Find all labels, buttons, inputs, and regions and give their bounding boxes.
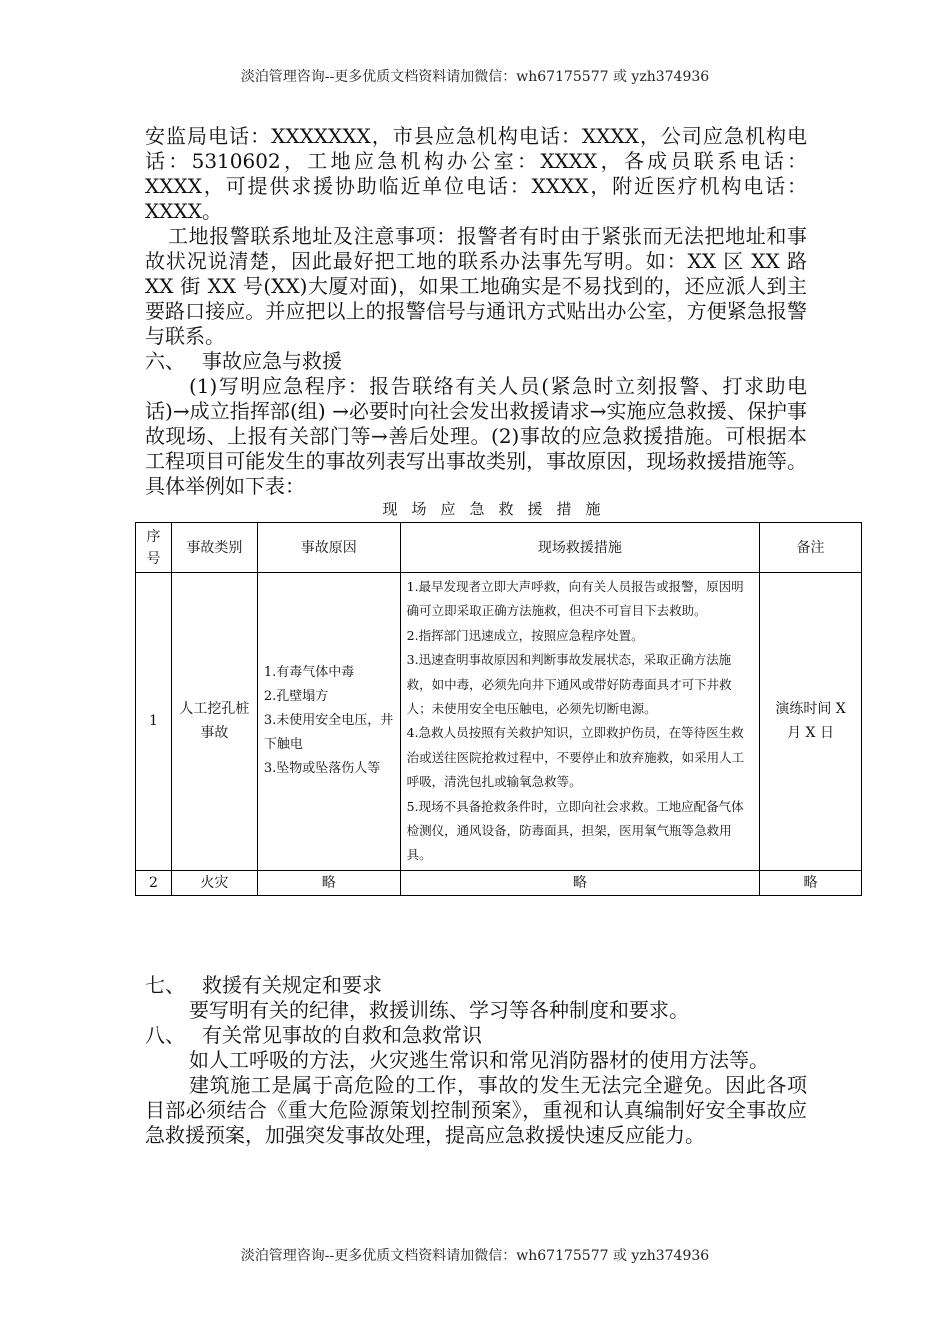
- section-heading-8: [145, 1023, 807, 1048]
- paragraph-procedure: (1)写明应急程序：报告联络有关人员(紧急时立刻报警、打求助电话)→成立指挥部(组) →必要时向社会发出救援请求→实施应急救援、保护事故现场、上报有关部门等→善后处理。(2)事故的应急救援措施。可根据本工程项目可能发生的事故列表写出事故类别，事故原因，现场救援措施等。具体举例如下表：: [145, 374, 807, 498]
- cell-no: 1: [136, 573, 172, 871]
- table-row: [136, 573, 862, 871]
- section-heading-7: [145, 973, 807, 998]
- table-row: [136, 870, 862, 895]
- paragraph-contacts: 安监局电话：XXXXXXX，市县应急机构电话：XXXX，公司应急机构电话：5310602，工地应急机构办公室：XXXX，各成员联系电话：XXXX，可提供求援协助临近单位电话：XXXX，附近医疗机构电话：XXXX。: [145, 124, 807, 223]
- measure-item: 4.急救人员按照有关救护知识，立即救护伤员，在等待医生救治或送往医院抢救过程中，不要停止和放弃施救，如采用人工呼吸，清洗包扎或输氧急救等。: [406, 725, 745, 790]
- section-title: 有关常见事故的自救和急救常识: [202, 1023, 482, 1047]
- section-title: 事故应急与救援: [202, 349, 342, 373]
- page-footer: 淡泊管理咨询--更多优质文档资料请加微信：wh67175577 或 yzh374936: [240, 1248, 710, 1264]
- cell-measures: 略: [400, 870, 759, 895]
- section-heading-6: [145, 349, 807, 374]
- header-cell: 事故类别: [171, 523, 257, 573]
- measure-item: 2.指挥部门迅速成立，按照应急程序处置。: [406, 627, 644, 643]
- measure-item: 1.最早发现者立即大声呼救，向有关人员报告或报警，原因明确可立即采取正确方法施救，但决不可盲目下去救助。: [406, 579, 744, 619]
- cause-item: 1.有毒气体中毒: [263, 665, 355, 681]
- cell-measures: [400, 573, 759, 871]
- rescue-measures-table: [135, 522, 862, 896]
- cause-item: 3.未使用安全电压，井下触电: [263, 713, 394, 753]
- section-title: 救援有关规定和要求: [202, 973, 382, 997]
- cell-category: 火灾: [171, 870, 257, 895]
- header-cell: 现场救援措施: [400, 523, 759, 573]
- paragraph-first-aid: 如人工呼吸的方法，火灾逃生常识和常见消防器材的使用方法等。: [189, 1048, 769, 1072]
- cause-item: 3.坠物或坠落伤人等: [263, 761, 381, 777]
- section-number: 六、: [145, 349, 185, 373]
- measure-item: 5.现场不具备抢救条件时，立即向社会求救。工地应配备气体检测仪，通风设备，防毒面具，担架，医用氧气瓶等急救用具。: [406, 798, 744, 863]
- section-number: 七、: [145, 973, 185, 997]
- measure-item: 3.迅速查明事故原因和判断事故发展状态，采取正确方法施救，如中毒，必须先向井下通风或带好防毒面具才可下井救人；未使用安全电压触电，必须先切断电源。: [406, 652, 732, 717]
- cell-remark: 演练时间 X 月 X 日: [760, 573, 862, 871]
- cell-causes: [257, 573, 400, 871]
- paragraph-alarm-address: 工地报警联系地址及注意事项：报警者有时由于紧张而无法把地址和事故状况说清楚，因此最好把工地的联系办法事先写明。如：XX 区 XX 路 XX 街 XX 号(XX)大厦对面)，如果工地确实是不易找到的，还应派人到主要路口接应。并应把以上的报警信号与通讯方式贴出办公室，方便紧急报警与联系。: [145, 224, 807, 348]
- table-title: 现场应急救援措施: [382, 500, 615, 518]
- section-number: 八、: [145, 1023, 185, 1047]
- cause-item: 2.孔壁塌方: [263, 689, 329, 705]
- paragraph-rules: 要写明有关的纪律，救援训练、学习等各种制度和要求。: [189, 998, 689, 1022]
- main-text-continued: [145, 973, 807, 1148]
- header-cell: 序号: [136, 523, 172, 573]
- main-text: [145, 124, 807, 499]
- header-cell: 事故原因: [257, 523, 400, 573]
- cell-category: 人工挖孔桩事故: [171, 573, 257, 871]
- table-header-row: [136, 523, 862, 573]
- header-cell: 备注: [760, 523, 862, 573]
- paragraph-conclusion: 建筑施工是属于高危险的工作，事故的发生无法完全避免。因此各项目部必须结合《重大危险源策划控制预案》，重视和认真编制好安全事故应急救援预案，加强突发事故处理，提高应急救援快速反应能力。: [145, 1073, 807, 1147]
- cell-remark: 略: [760, 870, 862, 895]
- cell-no: 2: [136, 870, 172, 895]
- page-header: 淡泊管理咨询--更多优质文档资料请加微信：wh67175577 或 yzh374936: [240, 69, 710, 85]
- cell-causes: 略: [257, 870, 400, 895]
